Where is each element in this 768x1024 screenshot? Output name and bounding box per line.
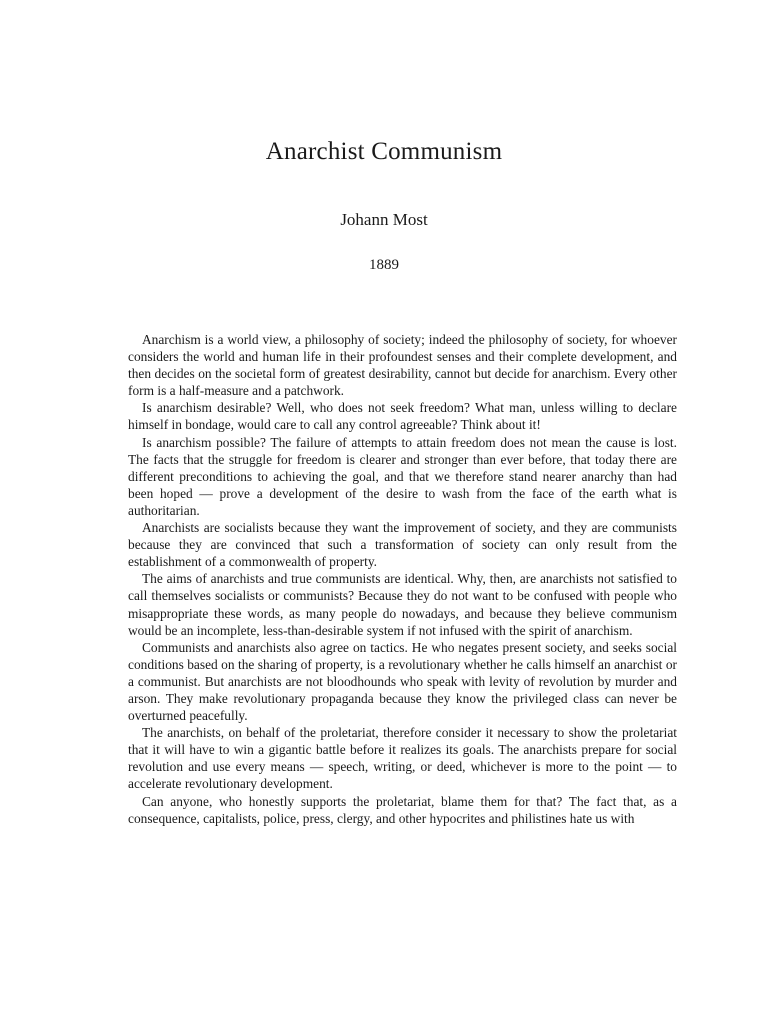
paragraph: Can anyone, who honestly supports the proletariat, blame them for that? The fact that, as a consequence, capitalists, police, press, clergy, and other hypocrites and philistines hate us with xyxy=(128,793,677,826)
document-author: Johann Most xyxy=(340,210,428,229)
paragraph: Is anarchism desirable? Well, who does not seek freedom? What man, unless willing to declare himself in bondage, would care to call any control agreeable? Think about it! xyxy=(128,400,677,433)
paragraph: Is anarchism possible? The failure of attempts to attain freedom does not mean the cause is lost. The facts that the struggle for freedom is clearer and stronger than ever before, that today there are different preconditions to achieving the goal, and that we therefore stand nearer anarchy than had been hoped — prove a development of the desire to wash from the face of the earth what is authoritarian. xyxy=(128,434,677,518)
paragraph: Anarchism is a world view, a philosophy of society; indeed the philosophy of society, for whoever considers the world and human life in their profoundest senses and their complete development, and then decides on the societal form of greatest desirability, cannot but decide for anarchism. Every other form is a half-measure and a patchwork. xyxy=(128,332,677,399)
document-title: Anarchist Communism xyxy=(265,138,503,165)
paragraph: Communists and anarchists also agree on tactics. He who negates present society, and seeks social conditions based on the sharing of property, is a revolutionary whether he calls himself an anarchist or a communist. But anarchists are not bloodhounds who speak with levity of revolution by murder and arson. They make revolutionary propaganda because they know the privileged class can never be overturned peacefully. xyxy=(128,639,677,724)
paragraph: Anarchists are socialists because they want the improvement of society, and they are communists because they are convinced that such a transformation of society can only result from the establishment of a commonwealth of property. xyxy=(128,520,677,570)
document-year: 1889 xyxy=(369,257,399,273)
paragraph: The anarchists, on behalf of the proletariat, therefore consider it necessary to show the proletariat that it will have to win a gigantic battle before it realizes its goals. The anarchists prepare for social revolution and use every means — speech, writing, or deed, whichever is more to the point — to accelerate revolutionary development. xyxy=(128,725,677,792)
paragraph: The aims of anarchists and true communists are identical. Why, then, are anarchists not satisfied to call themselves socialists or communists? Because they do not want to be confused with people who misappropriate these words, as many people do nowadays, and because they believe communism would be an incomplete, less-than-desirable system if not infused with the spirit of anarchism. xyxy=(128,571,677,638)
document-body xyxy=(128,331,677,827)
